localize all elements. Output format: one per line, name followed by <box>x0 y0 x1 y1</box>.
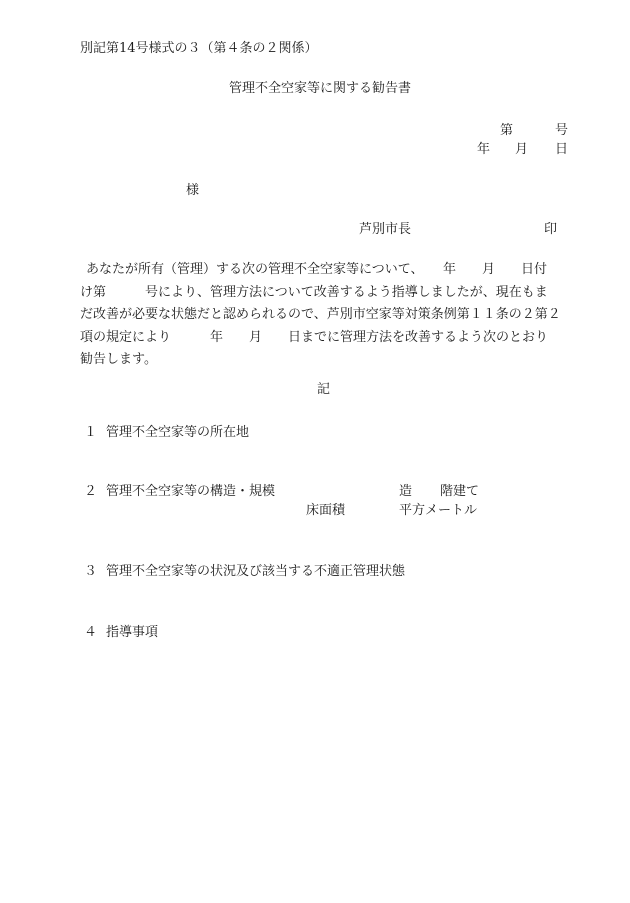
ki-heading: 記 <box>317 382 331 397</box>
item-1-number: １ <box>84 425 98 440</box>
issuer-seal: 印 <box>544 222 558 237</box>
item-3-number: ３ <box>84 564 98 579</box>
body-line-5: 勧告します。 <box>80 352 157 367</box>
item-2-floor-area-unit: 平方メートル <box>399 503 478 518</box>
form-number: 別記第14号様式の３（第４条の２関係） <box>80 41 318 56</box>
addressee-sama: 様 <box>186 183 200 198</box>
item-4-number: ４ <box>84 625 98 640</box>
item-3-label: 管理不全空家等の状況及び該当する不適正管理状態 <box>106 564 406 579</box>
date-day: 日 <box>555 142 569 157</box>
body-line-4: 項の規定により 年 月 日までに管理方法を改善するよう次のとおり <box>80 329 549 345</box>
document-title: 管理不全空家等に関する勧告書 <box>229 81 412 96</box>
body-line-2: け第 号により、管理方法について改善するよう指導しましたが、現在もま <box>80 284 548 300</box>
body-paragraph <box>80 259 576 372</box>
item-4-label: 指導事項 <box>106 625 159 640</box>
body-line-3: だ改善が必要な状態だと認められるので、芦別市空家等対策条例第１１条の２第２ <box>80 307 561 322</box>
item-2-floor-area-label: 床面積 <box>306 503 346 518</box>
item-2-structure: 造 <box>399 484 413 499</box>
doc-number-dai: 第 <box>500 123 514 138</box>
item-2-label: 管理不全空家等の構造・規模 <box>106 484 276 499</box>
issuer-name: 芦別市長 <box>359 222 412 237</box>
date-year: 年 <box>477 142 491 157</box>
body-line-1: あなたが所有（管理）する次の管理不全空家等について、 年 月 日付 <box>86 262 547 277</box>
item-2-floors: 階建て <box>440 484 480 499</box>
item-1-label: 管理不全空家等の所在地 <box>106 425 250 440</box>
doc-number-go: 号 <box>555 123 569 138</box>
date-month: 月 <box>515 142 529 157</box>
item-2-number: ２ <box>84 484 98 499</box>
